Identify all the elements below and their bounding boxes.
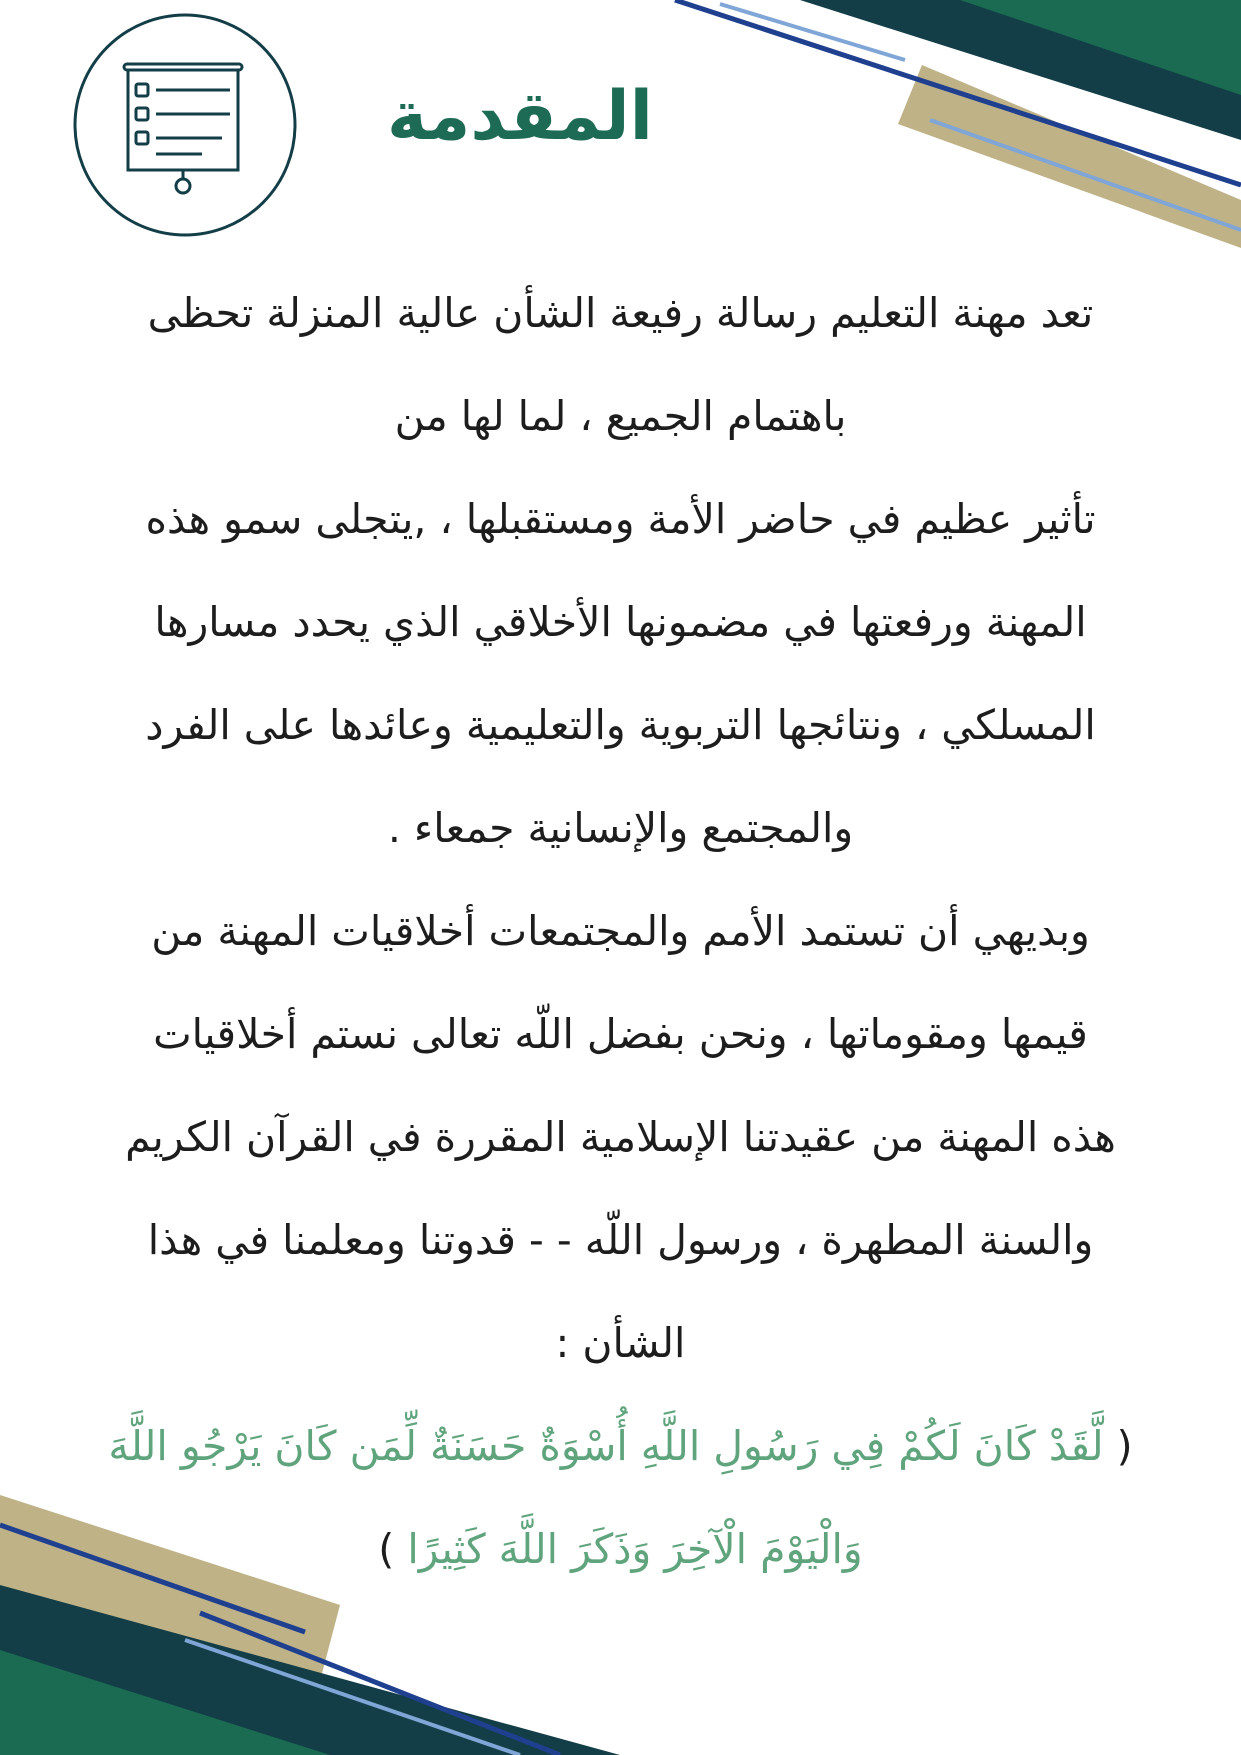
paragraph-line-11: الشأن :: [555, 1319, 686, 1367]
top-right-stripes: [675, 0, 1241, 248]
paragraph-line-1: تعد مهنة التعليم رسالة رفيعة الشأن عالية المنزلة تحظى: [147, 289, 1094, 337]
verse-close-bracket: ): [378, 1525, 395, 1573]
paragraph-line-2: باهتمام الجميع ، لما لها من: [394, 392, 847, 440]
quran-verse-line-1: [80, 1395, 1161, 1498]
verse-text-2: وَالْيَوْمَ الْآخِرَ وَذَكَرَ اللَّهَ كَثِيرًا: [407, 1525, 863, 1573]
paragraph-line-4: المهنة ورفعتها في مضمونها الأخلاقي الذي يحدد مسارها: [154, 598, 1087, 646]
presentation-board-icon-graphic: [72, 12, 298, 238]
verse-text-1: لَّقَدْ كَانَ لَكُمْ فِي رَسُولِ اللَّهِ أُسْوَةٌ حَسَنَةٌ لِّمَن كَانَ يَرْجُو اللَّهَ: [108, 1422, 1104, 1470]
verse-open-bracket: (: [1116, 1422, 1133, 1470]
presentation-board-icon: [72, 12, 298, 238]
paragraph-line-10: والسنة المطهرة ، ورسول اللّه - - قدوتنا ومعلمنا في هذا: [147, 1216, 1094, 1264]
paragraph-line-5: المسلكي ، ونتائجها التربوية والتعليمية وعائدها على الفرد: [145, 701, 1096, 749]
paragraph-line-6: والمجتمع والإنسانية جمعاء .: [387, 804, 854, 852]
quran-verse-line-2: [80, 1498, 1161, 1601]
introduction-body: [80, 262, 1161, 1601]
paragraph-line-8: قيمها ومقوماتها ، ونحن بفضل اللّه تعالى نستم أخلاقيات: [153, 1010, 1088, 1058]
paragraph-line-7: وبديهي أن تستمد الأمم والمجتمعات أخلاقيات المهنة من: [151, 907, 1090, 955]
paragraph-line-3: تأثير عظيم في حاضر الأمة ومستقبلها ، ,يتجلى سمو هذه: [145, 495, 1096, 543]
page-title: المقدمة: [387, 77, 653, 156]
paragraph-line-9: هذه المهنة من عقيدتنا الإسلامية المقررة في القرآن الكريم: [125, 1113, 1116, 1161]
